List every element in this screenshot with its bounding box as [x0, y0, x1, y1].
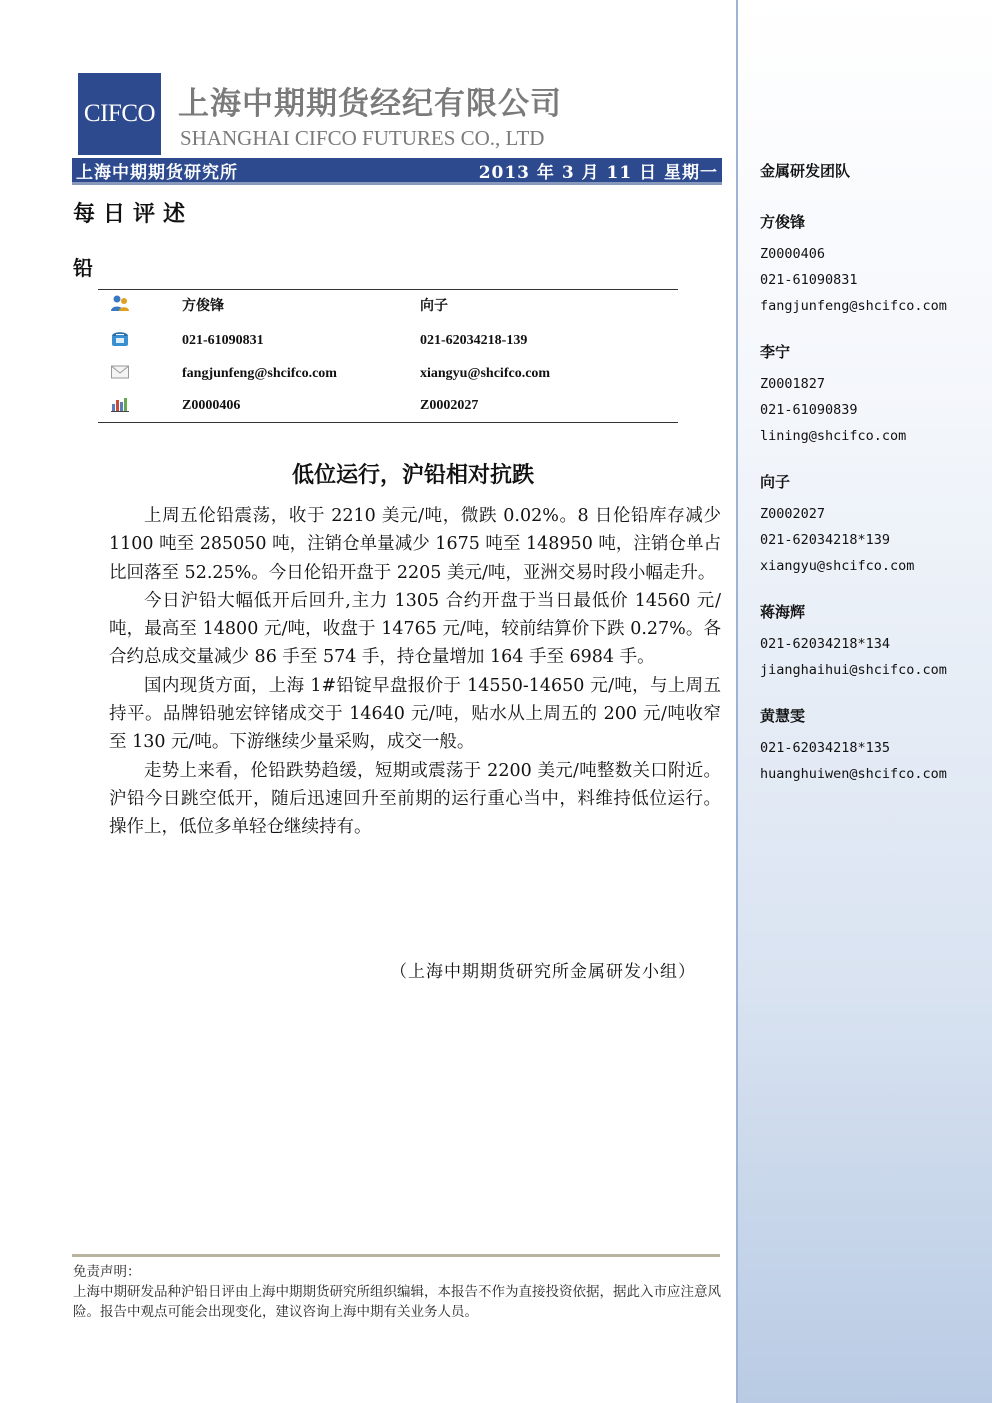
contact-a-id: Z0000406: [182, 398, 241, 413]
contact-table: [98, 289, 678, 423]
company-logo: [78, 73, 161, 155]
contact-b-name: 向子: [420, 299, 448, 314]
member-name: 李宁: [760, 343, 791, 361]
member-name: 向子: [760, 473, 791, 491]
institute-name: 上海中期期货研究所: [76, 162, 238, 183]
contact-b-id: Z0002027: [420, 398, 479, 413]
member-name: 方俊锋: [760, 213, 806, 231]
logo-text: CIFCO: [83, 100, 156, 127]
chart-icon: [110, 395, 130, 413]
phone-icon: [110, 330, 130, 348]
disclaimer-divider: [72, 1254, 720, 1257]
contact-a-email[interactable]: fangjunfeng@shcifco.com: [182, 366, 337, 381]
person-icon: [110, 294, 130, 312]
member-phone: 021-62034218*135: [760, 740, 891, 756]
company-name-en: SHANGHAI CIFCO FUTURES CO., LTD: [180, 126, 545, 150]
contact-a-phone: 021-61090831: [182, 333, 264, 348]
team-title: 金属研发团队: [760, 162, 851, 180]
disclaimer-text: 上海中期研发品种沪铅日评由上海中期期货研究所组织编辑，本报告不作为直接投资依据，据此入市应注意风险。报告中观点可能会出现变化，建议咨询上海中期有关业务人员。: [73, 1284, 721, 1320]
article-paragraph: 国内现货方面，上海 1#铅锭早盘报价于 14550-14650 元/吨，与上周五持平。品牌铅驰宏锌锗成交于 14640 元/吨，贴水从上周五的 200 元/吨收窄至 130 元/吨。下游继续少量采购，成交一般。: [109, 675, 721, 753]
email-icon: [110, 363, 130, 381]
member-email[interactable]: jianghaihui@shcifco.com: [760, 662, 947, 678]
member-email[interactable]: huanghuiwen@shcifco.com: [760, 766, 947, 782]
article-body: [109, 502, 721, 842]
member-license: Z0000406: [760, 246, 826, 262]
member-license: Z0002027: [760, 506, 826, 522]
header-bar: [72, 158, 722, 185]
team-sidebar: [736, 0, 992, 1403]
team-member: [760, 469, 914, 579]
member-email[interactable]: xiangyu@shcifco.com: [760, 558, 915, 574]
commodity-title: 铅: [73, 256, 93, 280]
disclaimer-title: 免责声明：: [73, 1264, 141, 1280]
disclaimer: [73, 1262, 723, 1322]
member-name: 黄慧雯: [760, 707, 806, 725]
article-signature: （上海中期期货研究所金属研发小组）: [390, 962, 696, 982]
article-paragraph: 今日沪铅大幅低开后回升,主力 1305 合约开盘于当日最低价 14560 元/吨，最高至 14800 元/吨，收盘于 14765 元/吨，较前结算价下跌 0.27%。各合约总成交量减少 86 手至 574 手，持仓量增加 164 手至 6984 手。: [109, 590, 721, 668]
company-name-cn: 上海中期期货经纪有限公司: [178, 86, 562, 122]
team-member: [760, 209, 947, 319]
member-phone: 021-62034218*134: [760, 636, 891, 652]
article-paragraph: 上周五伦铅震荡，收于 2210 美元/吨，微跌 0.02%。8 日伦铅库存减少 1100 吨至 285050 吨，注销仓单量减少 1675 吨至 148950 吨，注销仓单占比回落至 52.25%。今日伦铅开盘于 2205 美元/吨，亚洲交易时段小幅走升。: [109, 506, 721, 583]
article-paragraph: 走势上来看，伦铅跌势趋缓，短期或震荡于 2200 美元/吨整数关口附近。沪铅今日跳空低开，随后迅速回升至前期的运行重心当中，料维持低位运行。操作上，低位多单轻仓继续持有。: [109, 760, 721, 838]
member-email[interactable]: lining@shcifco.com: [760, 428, 907, 444]
team-member: [760, 339, 906, 449]
contact-b-email[interactable]: xiangyu@shcifco.com: [420, 366, 551, 381]
report-date: 2013 年 3 月 11 日 星期一: [478, 162, 718, 183]
member-phone: 021-61090839: [760, 402, 858, 418]
contact-a-name: 方俊锋: [182, 299, 224, 314]
member-phone: 021-61090831: [760, 272, 858, 288]
section-title: 每日评述: [73, 201, 194, 227]
member-phone: 021-62034218*139: [760, 532, 891, 548]
member-license: Z0001827: [760, 376, 826, 392]
contact-b-phone: 021-62034218-139: [420, 333, 528, 348]
article-title: 低位运行，沪铅相对抗跌: [291, 463, 534, 488]
team-member: [760, 703, 947, 787]
member-name: 蒋海辉: [760, 603, 806, 621]
team-member: [760, 599, 947, 683]
member-email[interactable]: fangjunfeng@shcifco.com: [760, 298, 947, 314]
